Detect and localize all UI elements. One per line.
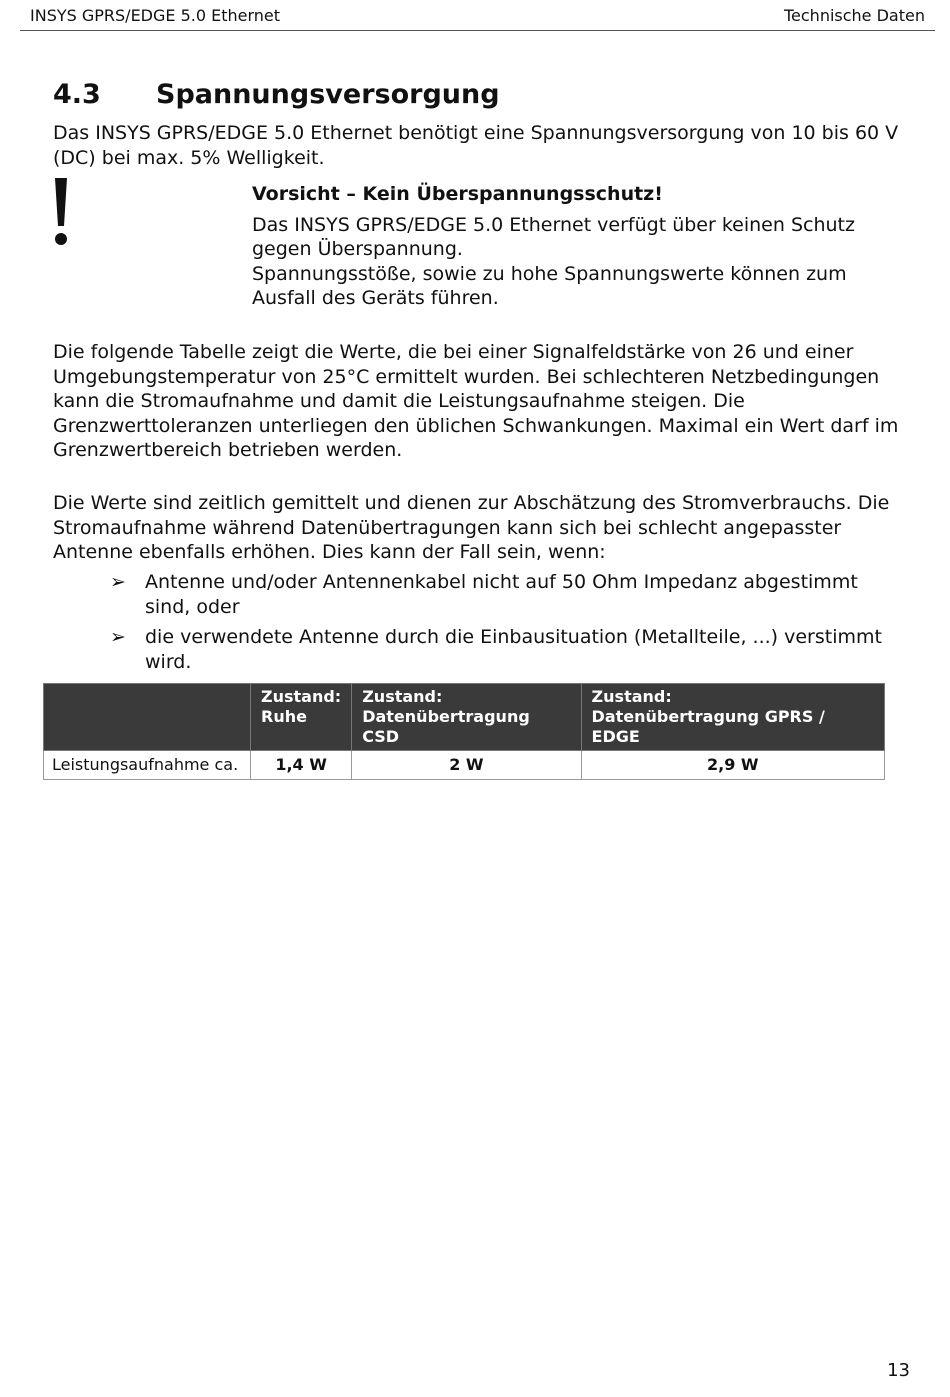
table-header-row bbox=[44, 684, 885, 751]
row-label: Leistungsaufnahme ca. bbox=[44, 751, 251, 780]
value-gprs-edge: 2,9 W bbox=[581, 751, 884, 780]
table-header-csd: Zustand: Datenübertragung CSD bbox=[352, 684, 581, 751]
header-product-name: INSYS GPRS/EDGE 5.0 Ethernet bbox=[30, 6, 281, 25]
warning-text-2: Spannungsstöße, sowie zu hohe Spannungswerte können zum Ausfall des Geräts führen. bbox=[252, 262, 847, 309]
table-row bbox=[44, 751, 885, 780]
header-chapter-name: Technische Daten bbox=[783, 6, 925, 25]
table-header-gprs-edge: Zustand: Datenübertragung GPRS / EDGE bbox=[581, 684, 884, 751]
consumption-paragraph: Die Werte sind zeitlich gemittelt und dienen zur Abschätzung des Stromverbrauchs. Die Stromaufnahme während Datenübertragungen kann sich bei schlecht angepasster Antenne ebenfalls erhöhen. Dies kann der Fall sein, wenn: bbox=[53, 492, 890, 563]
list-item bbox=[110, 625, 900, 674]
list-item-text: die verwendete Antenne durch die Einbausituation (Metallteile, ...) verstimmt wird. bbox=[145, 626, 882, 673]
warning-box bbox=[252, 182, 902, 311]
value-csd: 2 W bbox=[352, 751, 581, 780]
warning-title: Vorsicht – Kein Überspannungsschutz! bbox=[252, 183, 663, 205]
section-title: Spannungsversorgung bbox=[156, 79, 500, 110]
intro-paragraph: Das INSYS GPRS/EDGE 5.0 Ethernet benötigt eine Spannungsversorgung von 10 bis 60 V (DC) bei max. 5% Welligkeit. bbox=[53, 122, 899, 169]
page-header bbox=[20, 4, 935, 31]
arrow-bullet-icon: ➢ bbox=[110, 571, 126, 593]
exclamation-icon bbox=[53, 178, 69, 246]
arrow-bullet-icon: ➢ bbox=[110, 626, 126, 648]
table-header-idle: Zustand: Ruhe bbox=[251, 684, 352, 751]
list-item bbox=[110, 570, 900, 619]
section-number: 4.3 bbox=[53, 79, 101, 110]
warning-text-1: Das INSYS GPRS/EDGE 5.0 Ethernet verfügt über keinen Schutz gegen Überspannung. bbox=[252, 213, 855, 260]
table-description-paragraph: Die folgende Tabelle zeigt die Werte, die bei einer Signalfeldstärke von 26 und einer Umgebungstemperatur von 25°C ermittelt wurden. Bei schlechteren Netzbedingungen kann die Stromaufnahme und damit die Leistungsaufnahme steigen. Die Grenzwerttoleranzen unterliegen den üblichen Schwankungen. Maximal ein Wert darf im Grenzwertbereich betrieben werden. bbox=[53, 341, 899, 461]
bullet-list bbox=[110, 570, 900, 680]
section-heading bbox=[53, 78, 500, 114]
power-consumption-table bbox=[43, 683, 885, 780]
list-item-text: Antenne und/oder Antennenkabel nicht auf 50 Ohm Impedanz abgestimmt sind, oder bbox=[145, 571, 858, 618]
value-idle: 1,4 W bbox=[251, 751, 352, 780]
table-header-empty bbox=[44, 684, 251, 751]
page-number: 13 bbox=[887, 1360, 910, 1381]
